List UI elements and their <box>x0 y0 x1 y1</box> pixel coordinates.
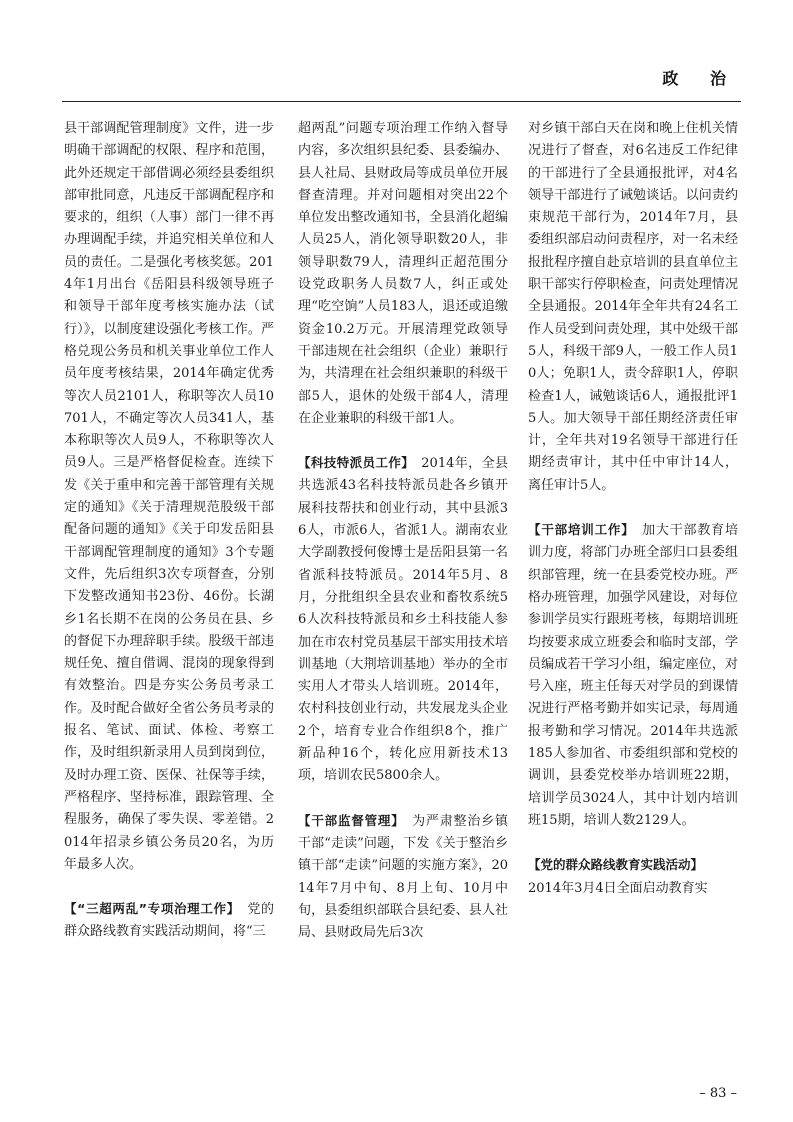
page-number: – 83 – <box>699 1086 737 1101</box>
section-heading: 【“三超两乱”专项治理工作】 <box>64 901 234 917</box>
paragraph-text: 党的群众路线教育实践活动期间，将“三 <box>64 902 274 940</box>
section-title: 政 治 <box>662 69 739 88</box>
paragraph-with-heading <box>298 810 508 945</box>
text-column-3 <box>528 118 738 1048</box>
text-column-1 <box>64 118 274 1048</box>
paragraph-text: 为严肃整治乡镇干部“走读”问题，下发《关于整治乡镇干部“走读”问题的实施方案》，2014年7月中旬、8月上旬、10月中旬，县委组织部联合县纪委、县人社局、县财政局先后3次 <box>298 813 508 941</box>
paragraph-text: 加大干部教育培训力度，将部门办班全部归口县委组织部管理，统一在县委党校办班。严格办班管理，加强学风建设，对每位参训学员实行跟班考核，每期培训班均按要求成立班委会和临时支部，学员编成若干学习小组，编定座位，对号入座，班主任每天对学员的到课情况进行严格考勤并如实记录，每周通报考勤和学习情况。2014年共选派185人参加省、市委组织部和党校的调训，县委党校举办培训班22期，培训学员3024人，其中计划内培训班15期，培训人数2129人。 <box>528 523 738 828</box>
paragraph: 县干部调配管理制度》文件，进一步明确干部调配的权限、程序和范围，此外还规定干部借调必须经县委组织部审批同意，凡违反干部调配程序和要求的，组织（人事）部门一律不再办理调配手续，并追究相关单位和人员的责任。二是强化考核奖惩。2014年1月出台《岳阳县科级领导班子和领导干部年度考核实施办法（试行）》，以制度建设强化考核工作。严格兑现公务员和机关事业单位工作人员年度考核结果，2014年确定优秀等次人员2101人，称职等次人员10701人，不确定等次人员341人，基本称职等次人员9人，不称职等次人员9人。三是严格督促检查。连续下发《关于重申和完善干部管理有关规定的通知》《关于清理规范股级干部配备问题的通知》《关于印发岳阳县干部调配管理制度的通知》3个专题文件，先后组织3次专项督查，分别下发整改通知书23份、46份。长湖乡1名长期不在岗的公务员在县、乡的督促下办理辞职手续。股级干部违规任免、擅自借调、混岗的现象得到有效整治。四是夯实公务员考录工作。及时配合做好全省公务员考录的报名、笔试、面试、体检、考察工作，及时组织新录用人员到岗到位，及时办理工资、医保、社保等手续，严格程序、坚持标准，跟踪管理、全程服务，确保了零失误、零差错。2014年招录乡镇公务员20名，为历年最多人次。 <box>64 121 274 872</box>
paragraph-gap <box>298 788 508 810</box>
paragraph-text: 2014年3月4日全面启动教育实 <box>528 880 708 896</box>
paragraph-with-heading <box>298 452 508 787</box>
text-column-2 <box>298 118 508 1048</box>
section-heading: 【党的群众路线教育实践活动】 <box>528 857 704 873</box>
section-heading: 【干部监督管理】 <box>298 812 399 828</box>
paragraph-gap <box>528 497 738 519</box>
paragraph-with-heading <box>528 854 738 900</box>
paragraph-gap <box>64 876 274 898</box>
header-divider <box>62 101 741 102</box>
paragraph-with-heading <box>64 898 274 944</box>
paragraph-gap <box>298 430 508 452</box>
paragraph-with-heading <box>528 519 738 832</box>
section-heading: 【科技特派员工作】 <box>298 455 408 471</box>
paragraph-text: 2014年，全县共选派43名科技特派员赴各乡镇开展科技帮扶和创业行动，其中县派36人，市派6人，省派1人。湖南农业大学副教授何俊博士是岳阳县第一名省派科技特派员。2014年5月、8月，分批组织全县农业和畜牧系统56人次科技特派员和乡土科技能人参加在市农村党员基层干部实用技术培训基地（大荆培训基地）举办的全市实用人才带头人培训班。2014年，农村科技创业行动，共发展龙头企业2个，培育专业合作组织8个，推广新品种16个，转化应用新技术13项，培训农民5800余人。 <box>298 456 508 784</box>
paragraph-gap <box>528 832 738 854</box>
paragraph: 超两乱”问题专项治理工作纳入督导内容，多次组织县纪委、县委编办、县人社局、县财政局等成员单位开展督查清理。并对问题相对突出22个单位发出整改通知书，全县消化超编人员25人，消化领导职数20人，非领导职数79人，清理纠正超范围分设党政职务人员数7人，纠正或处理“吃空饷”人员183人，退还或追缴资金10.2万元。开展清理党政领导干部违规在社会组织（企业）兼职行为，共清理在社会组织兼职的科级干部5人，退休的处级干部4人，清理在企业兼职的科级干部1人。 <box>298 121 508 426</box>
section-heading: 【干部培训工作】 <box>528 522 629 538</box>
paragraph: 对乡镇干部白天在岗和晚上住机关情况进行了督查，对6名违反工作纪律的干部进行了全县通报批评，对4名领导干部进行了诫勉谈话。以问责约束规范干部行为，2014年7月，县委组织部启动问责程序，对一名未经报批程序擅自赴京培训的县直单位主职干部实行停职检查，问责处理情况全县通报。2014年全年共有24名工作人员受到问责处理，其中处级干部5人，科级干部9人，一般工作人员10人；免职1人，责令辞职1人，停职检查1人，诫勉谈话6人，通报批评15人。加大领导干部任期经济责任审计，全年共对19名领导干部进行任期经责审计，其中任中审计14人，离任审计5人。 <box>528 121 738 493</box>
